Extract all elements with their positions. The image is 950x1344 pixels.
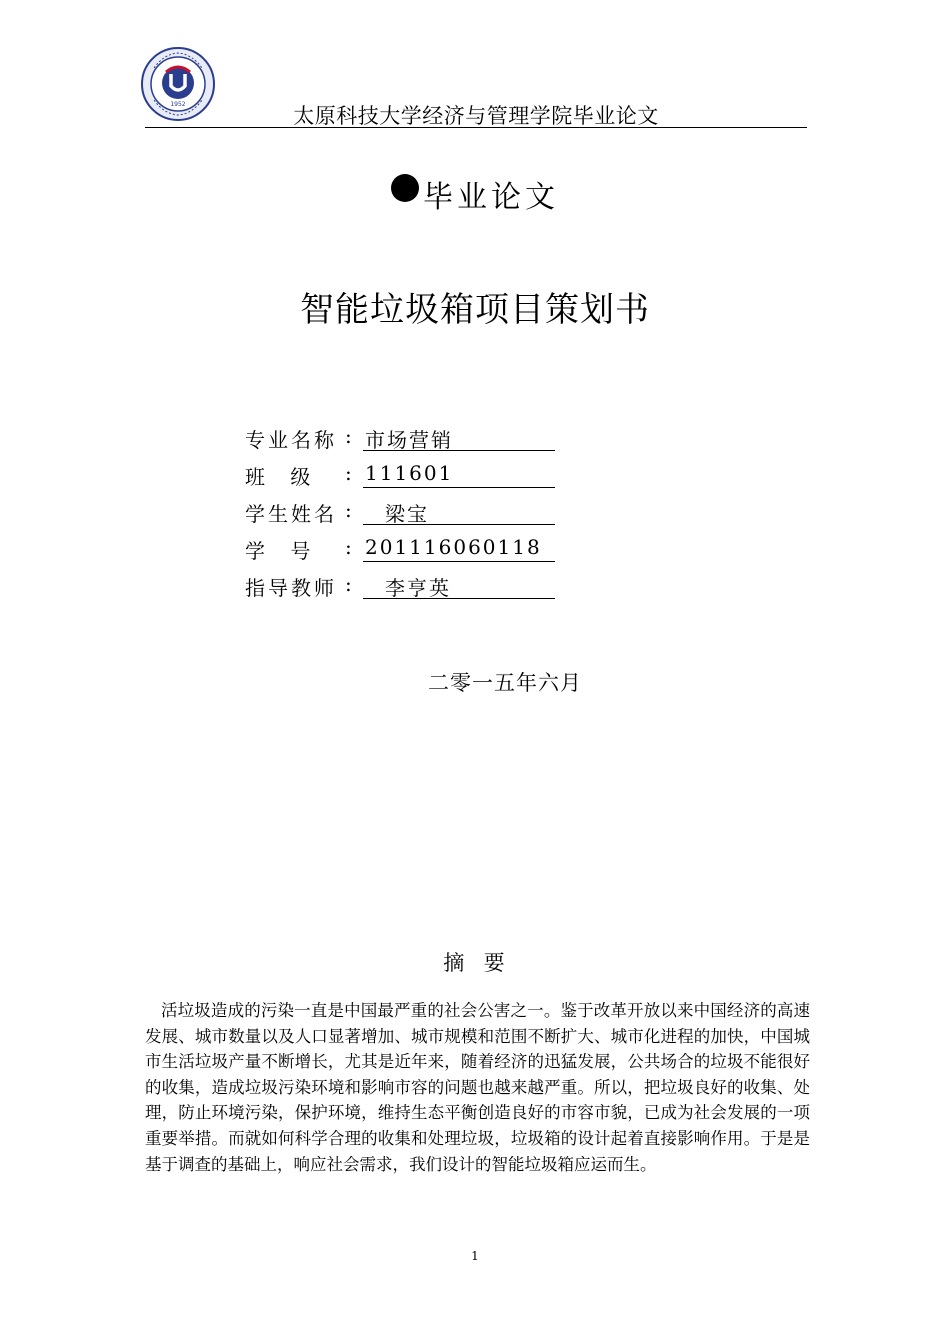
info-colon: : [345,535,352,559]
date: 二零一五年六月 [428,671,582,695]
header-divider [145,127,807,128]
main-title: 智能垃圾箱项目策划书 [300,290,650,330]
page-number: 1 [471,1249,479,1263]
thesis-heading [0,172,950,216]
info-value: 201116060118 [365,535,542,559]
info-underline [363,598,555,599]
logo-year: 1952 [170,101,186,108]
info-colon: : [345,461,352,485]
bullet-icon [391,174,419,202]
info-colon: : [345,424,352,448]
info-underline [363,524,555,525]
info-label: 指导教师 [245,576,337,600]
info-value: 李亨英 [385,576,451,600]
info-value: 梁宝 [385,502,429,526]
info-value: 111601 [365,461,454,485]
abstract-title: 摘 要 [443,951,507,975]
info-value: 市场营销 [365,428,453,452]
header-title: 太原科技大学经济与管理学院毕业论文 [293,104,659,128]
thesis-label: 毕业论文 [423,180,559,215]
info-label: 班 级 [245,465,311,489]
info-underline [363,487,555,488]
info-colon: : [345,498,352,522]
info-underline [363,561,555,562]
info-label: 学生姓名 [245,502,337,526]
info-label: 学 号 [245,539,311,563]
abstract-body: 活垃圾造成的污染一直是中国最严重的社会公害之一。鉴于改革开放以来中国经济的高速发展、城市数量以及人口显著增加、城市规模和范围不断扩大、城市化进程的加快，中国城市生活垃圾产量不断增长，尤其是近年来，随着经济的迅猛发展，公共场合的垃圾不能很好的收集，造成垃圾污染环境和影响市容的问题也越来越严重。所以，把垃圾良好的收集、处理，防止环境污染，保护环境，维持生态平衡创造良好的市容市貌，已成为社会发展的一项重要举措。而就如何科学合理的收集和处理垃圾，垃圾箱的设计起着直接影响作用。于是是基于调查的基础上，响应社会需求，我们设计的智能垃圾箱应运而生。 [145,1001,810,1174]
info-label: 专业名称 [245,428,337,452]
info-underline [363,450,555,451]
info-colon: : [345,572,352,596]
